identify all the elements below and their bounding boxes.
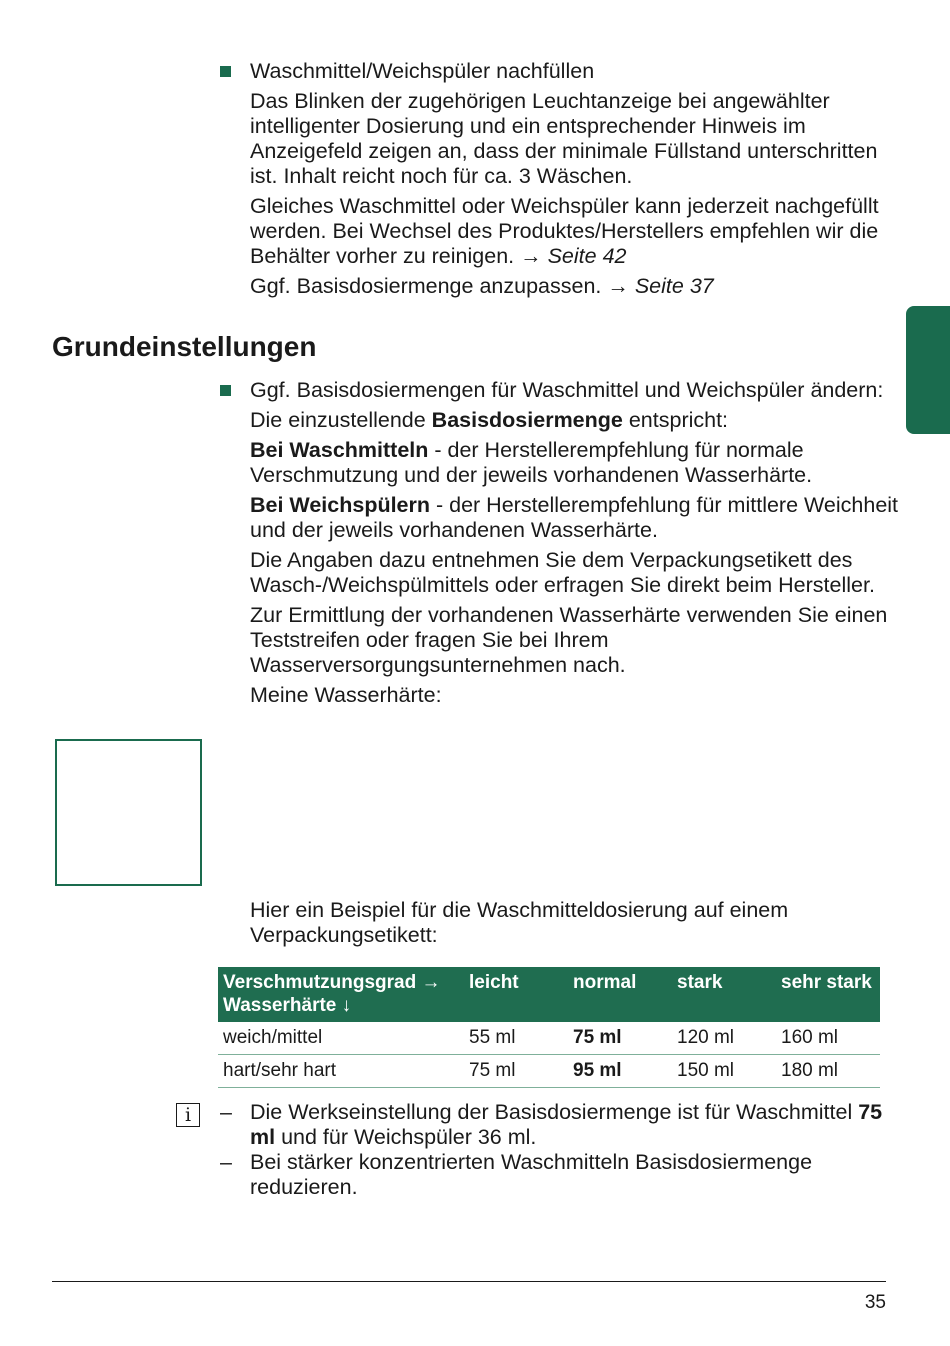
table-cell: 75 ml	[568, 1022, 672, 1055]
table-row-label: hart/sehr hart	[218, 1055, 464, 1088]
info-icon: i	[176, 1103, 200, 1127]
table-header-cell: sehr stark	[776, 967, 880, 1022]
table-header-corner: Verschmutzungsgrad → Wasserhärte ↓	[218, 967, 464, 1022]
page-number: 35	[864, 1292, 886, 1313]
settings-intro: Die einzustellende Basisdosiermenge entspricht:	[250, 408, 729, 432]
table-cell: 160 ml	[776, 1022, 880, 1055]
table-cell: 120 ml	[672, 1022, 776, 1055]
table-cell: 75 ml	[464, 1055, 568, 1088]
refill-para-1: Das Blinken der zugehörigen Leuchtanzeige bei angewählter intelligenter Dosierung und ein entsprechender Hinweis im Anzeigefeld zeigen an, dass der minimale Füllstand unterschritten ist. Inhalt reicht noch für ca. 3 Wäschen.	[250, 89, 878, 188]
table-header-cell: normal	[568, 967, 672, 1022]
chapter-tab-marker	[906, 306, 950, 434]
section-heading: Grundeinstellungen	[52, 331, 317, 362]
water-hardness-write-box	[55, 739, 202, 886]
table-row	[218, 1055, 880, 1088]
info-notes	[220, 1100, 900, 1200]
table-cell: 180 ml	[776, 1055, 880, 1088]
table-row-label: weich/mittel	[218, 1022, 464, 1055]
bullet-square-icon	[220, 385, 231, 396]
refill-section	[250, 59, 900, 304]
settings-info-source: Die Angaben dazu entnehmen Sie dem Verpackungsetikett des Wasch-/Weichspülmittels oder erfragen Sie direkt beim Hersteller.	[250, 548, 875, 597]
refill-title: Waschmittel/Weichspüler nachfüllen	[250, 59, 595, 83]
table-header-row	[218, 967, 880, 1022]
settings-water-hardness: Zur Ermittlung der vorhandenen Wasserhärte verwenden Sie einen Teststreifen oder fragen Sie bei Ihrem Wasserversorgungsunternehmen nach.	[250, 603, 888, 677]
table-header-cell: stark	[672, 967, 776, 1022]
refill-para-2: Gleiches Waschmittel oder Weichspüler kann jederzeit nachgefüllt werden. Bei Wechsel des Produktes/Herstellers empfehlen wir die Behälter vorher zu reinigen. → Seite 42	[250, 194, 879, 268]
refill-para-3: Ggf. Basisdosiermenge anzupassen. → Seite 37	[250, 274, 714, 298]
page-reference-link[interactable]: Seite 42	[547, 244, 627, 268]
footer-divider	[52, 1281, 886, 1282]
table-cell: 95 ml	[568, 1055, 672, 1088]
settings-softener: Bei Weichspülern - der Herstellerempfehlung für mittlere Weichheit und der jeweils vorhandenen Wasserhärte.	[250, 493, 899, 542]
dosage-table	[218, 967, 880, 1088]
example-text: Hier ein Beispiel für die Waschmitteldosierung auf einem Verpackungsetikett:	[250, 898, 789, 947]
page-reference-link[interactable]: Seite 37	[634, 274, 714, 298]
bullet-square-icon	[220, 66, 231, 77]
table-cell: 150 ml	[672, 1055, 776, 1088]
settings-my-hardness: Meine Wasserhärte:	[250, 683, 442, 707]
example-intro	[250, 898, 900, 953]
settings-detergent: Bei Waschmitteln - der Herstellerempfehlung für normale Verschmutzung und der jeweils vorhandenen Wasserhärte.	[250, 438, 813, 487]
basic-settings-section	[250, 378, 900, 713]
settings-bullet-title: Ggf. Basisdosiermengen für Waschmittel und Weichspüler ändern:	[250, 378, 884, 402]
table-header-cell: leicht	[464, 967, 568, 1022]
note-item: – Die Werkseinstellung der Basisdosiermenge ist für Waschmittel 75 ml und für Weichspüler 36 ml.	[220, 1100, 883, 1149]
table-cell: 55 ml	[464, 1022, 568, 1055]
note-item: – Bei stärker konzentrierten Waschmitteln Basisdosiermenge reduzieren.	[220, 1150, 813, 1199]
table-row	[218, 1022, 880, 1055]
